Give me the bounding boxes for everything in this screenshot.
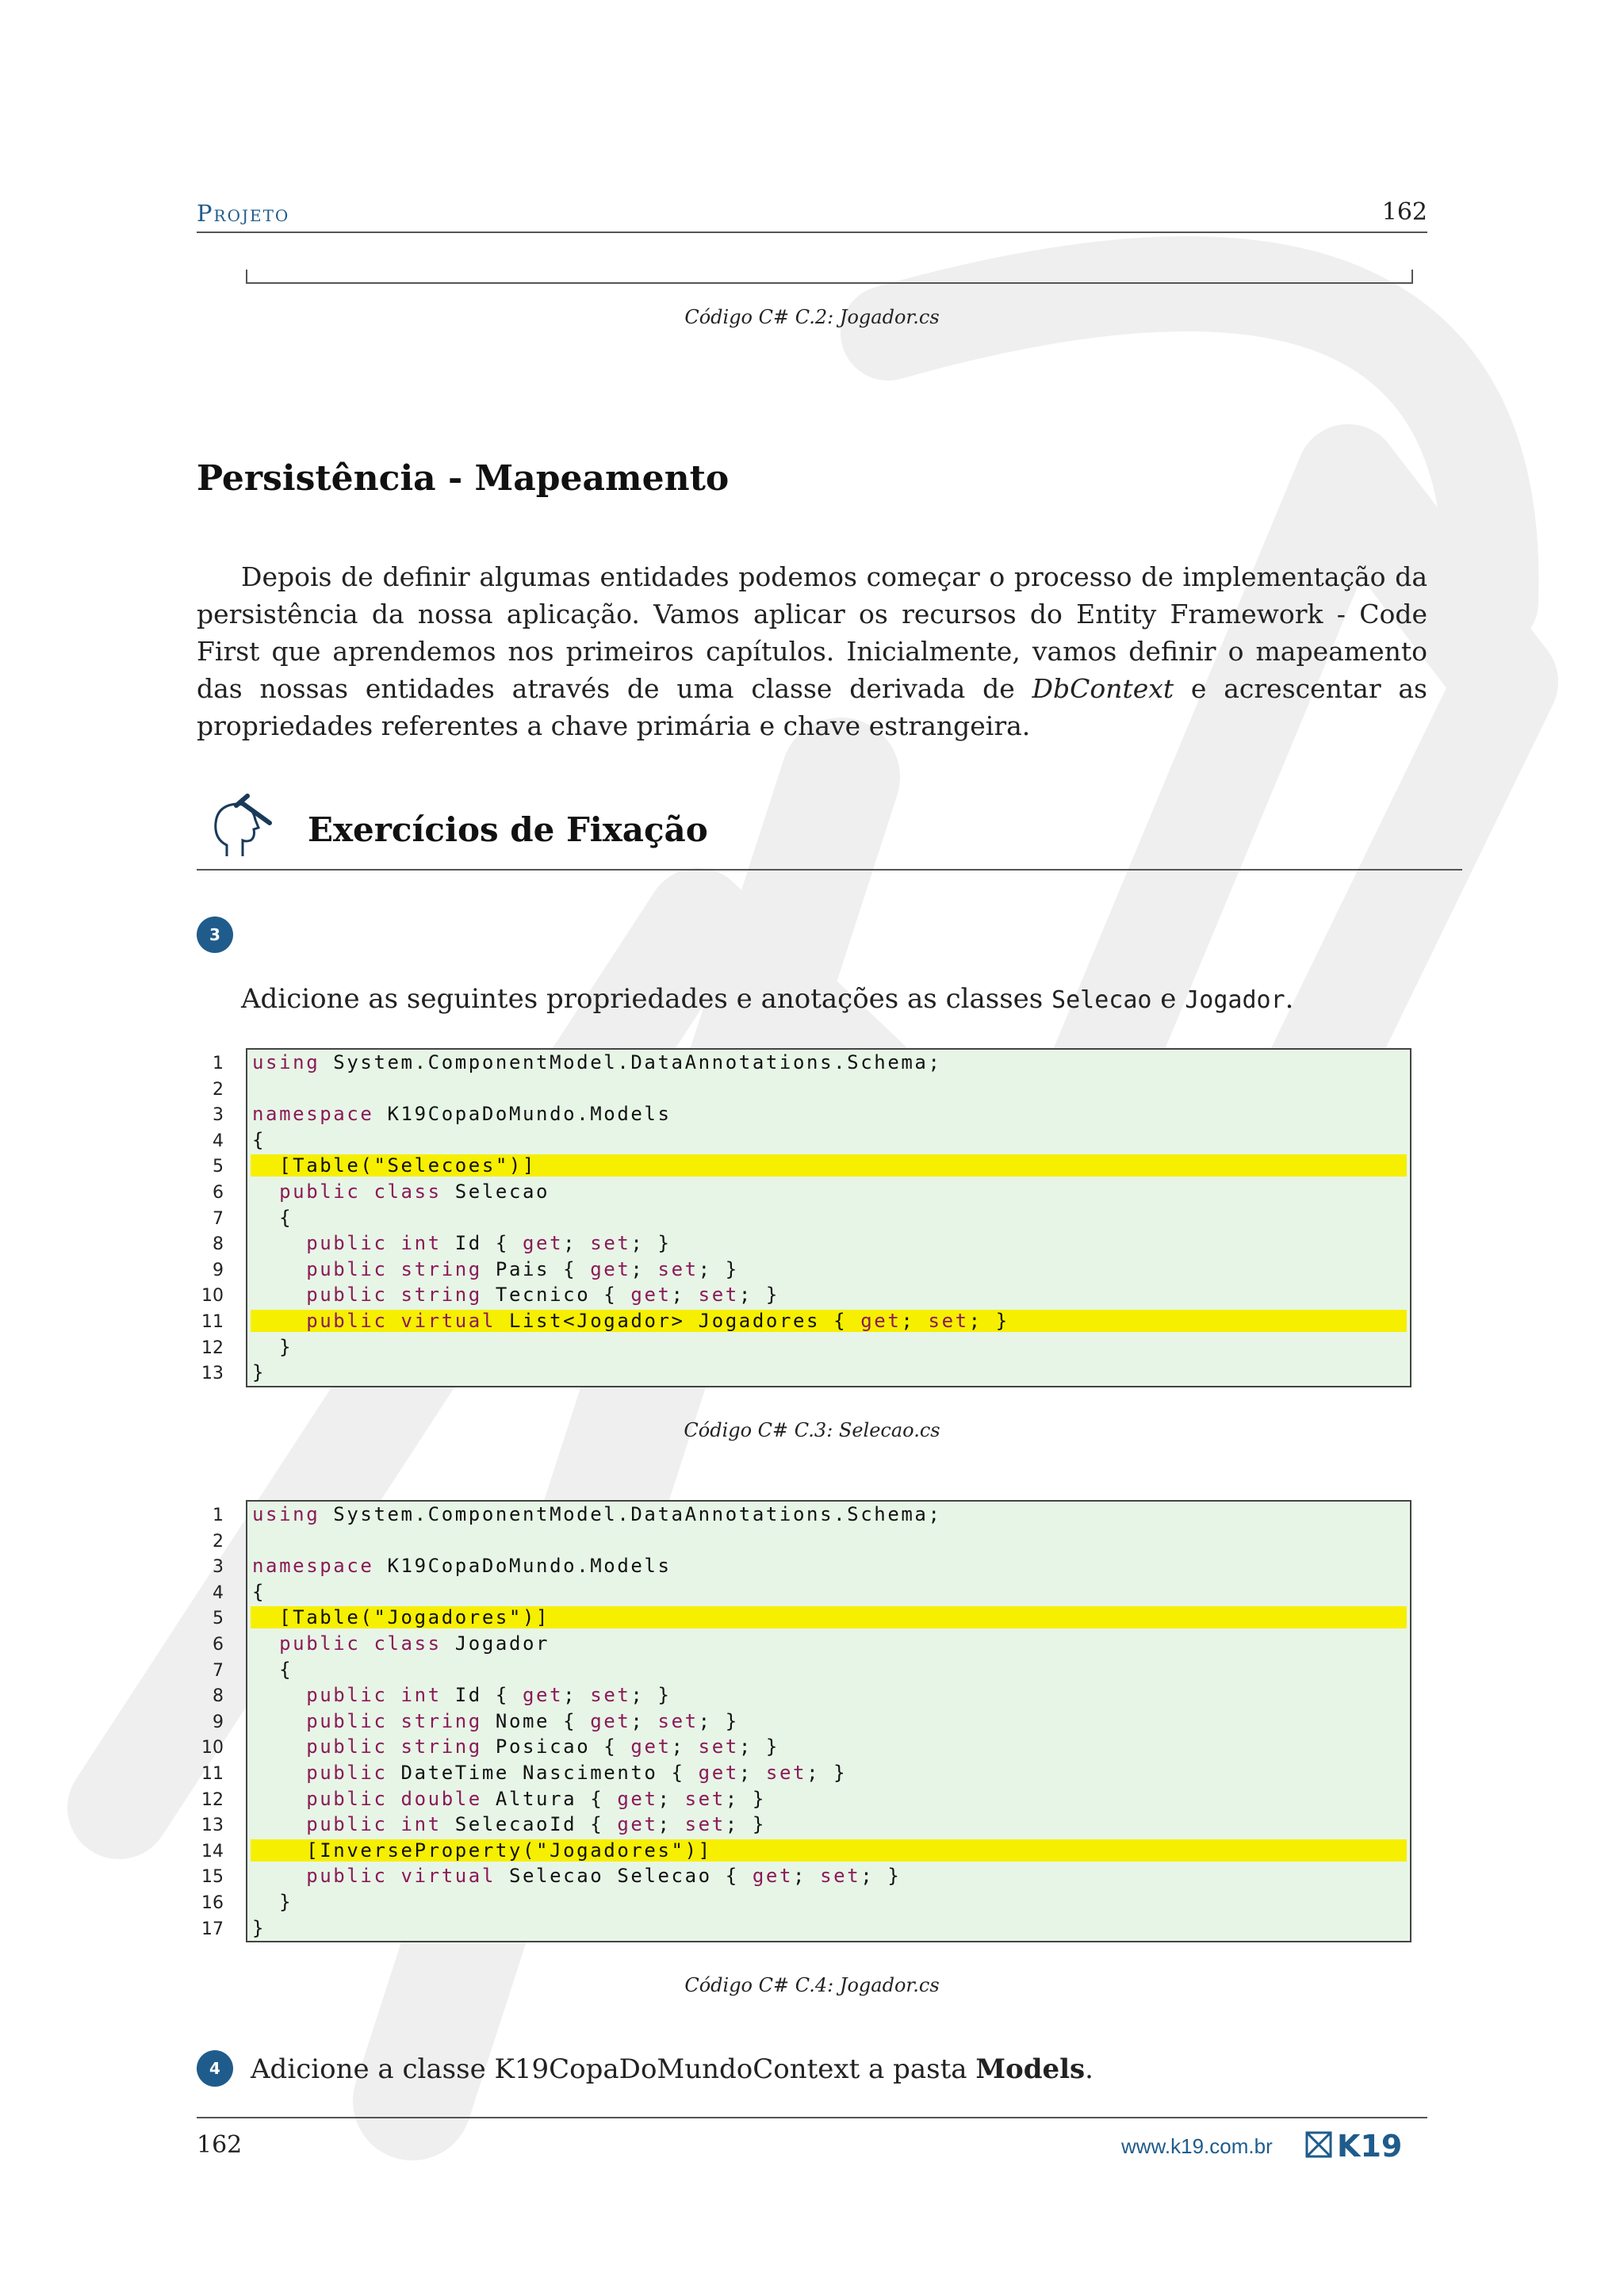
code-token: Posicao { [481, 1735, 631, 1758]
code-selecao-line [213, 1230, 1410, 1257]
code-token: [Table("Selecoes")] [252, 1154, 537, 1177]
code-selecao-line [201, 1360, 1410, 1386]
head-hammer-icon [208, 791, 279, 863]
code-token: ; [563, 1684, 591, 1707]
code-keyword: set [684, 1787, 726, 1810]
line-number: 10 [201, 1286, 224, 1307]
code-token [252, 1232, 306, 1254]
code-token: ; } [738, 1284, 779, 1307]
footer-page-number: 162 [197, 2131, 243, 2159]
code-token [252, 1284, 306, 1306]
code-keyword: set [684, 1813, 726, 1836]
section-title: Persistência - Mapeamento [197, 458, 730, 499]
header-page-number: 162 [1381, 198, 1427, 226]
code-text [251, 1284, 1407, 1306]
running-head: Projeto [197, 200, 290, 227]
code-selecao-line [213, 1153, 1410, 1179]
code-token: { [252, 1580, 266, 1603]
step-4-badge: 4 [197, 2050, 233, 2087]
line-number: 8 [213, 1686, 224, 1707]
code-keyword: public virtual [306, 1309, 496, 1332]
code-text [251, 1606, 1407, 1628]
code-text [251, 1051, 1407, 1073]
code-jogador-line [201, 1889, 1410, 1915]
code-token: List<Jogador> Jogadores { [495, 1309, 861, 1332]
line-number: 3 [213, 1557, 224, 1578]
code-token: } [252, 1916, 266, 1939]
code-selecao-line [201, 1308, 1410, 1334]
code-block-jogador [201, 1500, 1411, 1942]
code-keyword: set [590, 1684, 631, 1707]
code-token [252, 1632, 279, 1655]
code-token: ; [630, 1709, 658, 1732]
code-text [251, 1659, 1407, 1681]
code-keyword: public string [306, 1284, 482, 1307]
code-token: { [252, 1658, 293, 1681]
code-text [251, 1917, 1407, 1939]
code-token: ; [563, 1232, 591, 1255]
code-keyword: get [630, 1284, 672, 1307]
code-token [252, 1710, 306, 1732]
code-text [251, 1129, 1407, 1151]
code-keyword: get [752, 1865, 793, 1888]
code-token: [InverseProperty("Jogadores")] [252, 1839, 712, 1862]
code-text [251, 1077, 1407, 1100]
code-keyword: public string [306, 1257, 482, 1280]
code-token: Pais { [481, 1257, 591, 1280]
code-keyword: get [617, 1813, 658, 1836]
step-4-after: . [1085, 2053, 1094, 2085]
step-3-text-2: e [1151, 983, 1185, 1015]
code-keyword: public virtual [306, 1865, 496, 1888]
code-keyword: set [657, 1709, 699, 1732]
code-token [252, 1865, 306, 1887]
code-token: } [252, 1361, 266, 1384]
code-token: ; [657, 1813, 685, 1836]
code-selecao-line [213, 1179, 1410, 1205]
code-keyword: set [590, 1232, 631, 1255]
code-jogador-line [213, 1553, 1410, 1579]
line-number: 1 [213, 1506, 224, 1525]
footer-rule [197, 2117, 1427, 2118]
logo-text: K19 [1337, 2129, 1403, 2161]
exercises-title: Exercícios de Fixação [308, 810, 708, 849]
line-number: 13 [201, 1364, 224, 1384]
code-text [251, 1154, 1407, 1177]
code-text [251, 1336, 1407, 1358]
code-text [251, 1581, 1407, 1603]
code-token: Altura { [481, 1787, 618, 1810]
code-text [251, 1762, 1407, 1784]
code-text [251, 1310, 1407, 1332]
code-text [251, 1529, 1407, 1552]
code-text [251, 1839, 1407, 1862]
line-number: 14 [201, 1841, 224, 1862]
code-jogador-line [213, 1502, 1410, 1528]
step-3-code-1: Selecao [1051, 986, 1152, 1014]
step-4-instruction [251, 2053, 1094, 2085]
exercises-rule [197, 869, 1462, 871]
line-number: 9 [213, 1260, 224, 1280]
line-number: 4 [213, 1131, 224, 1151]
step-3-badge: 3 [197, 916, 233, 953]
code-text [251, 1684, 1407, 1706]
code-token: ; [793, 1865, 821, 1888]
code-token: ; } [725, 1813, 766, 1836]
code-text [251, 1232, 1407, 1254]
code-jogador-line [213, 1631, 1410, 1657]
code-token: { [252, 1128, 266, 1151]
code-caption-prev: Código C# C.2: Jogador.cs [684, 306, 940, 328]
code-keyword: namespace [252, 1103, 374, 1126]
code-jogador-line [201, 1838, 1410, 1864]
code-caption-jogador: Código C# C.4: Jogador.cs [684, 1974, 940, 1996]
code-jogador-line [213, 1579, 1410, 1605]
code-token: Id { [441, 1684, 523, 1707]
code-text [251, 1103, 1407, 1125]
code-token [252, 1258, 306, 1280]
code-token: Nome { [481, 1709, 591, 1732]
code-keyword: get [698, 1761, 739, 1784]
line-number: 5 [213, 1157, 224, 1177]
code-keyword: public class [279, 1632, 442, 1655]
code-keyword: public double [306, 1787, 482, 1810]
code-jogador-line [201, 1734, 1410, 1760]
intro-paragraph [197, 558, 1427, 744]
code-text [251, 1735, 1407, 1758]
code-token: Selecao [441, 1180, 550, 1203]
code-token: K19CopaDoMundo.Models [373, 1103, 672, 1126]
code-token: K19CopaDoMundo.Models [373, 1555, 672, 1578]
code-token: ; } [725, 1787, 766, 1810]
code-jogador-line [213, 1528, 1410, 1554]
code-token: System.ComponentModel.DataAnnotations.Schema; [320, 1503, 942, 1525]
code-selecao-line [213, 1101, 1410, 1127]
line-number: 6 [213, 1634, 224, 1655]
line-number: 11 [201, 1763, 224, 1784]
code-selecao-line [213, 1076, 1410, 1102]
code-text [251, 1258, 1407, 1280]
code-jogador-line [201, 1812, 1410, 1838]
code-token: ; } [630, 1684, 672, 1707]
code-text [251, 1207, 1407, 1229]
intro-text-1: Depois de definir algumas entidades podemos começar o processo de implementação da persistência da nossa aplicação. Vamos aplicar os recursos do Entity Framework - Code First que aprendemos nos primeiros capítulos. Inicialmente, vamos definir o mapeamento das nossas entidades através de uma classe derivada de [197, 561, 1427, 704]
code-token: ; } [806, 1761, 848, 1784]
code-keyword: public int [306, 1232, 442, 1255]
code-keyword: get [523, 1232, 564, 1255]
line-number: 11 [201, 1311, 224, 1332]
code-token: ; } [738, 1735, 779, 1758]
line-number: 1 [213, 1054, 224, 1073]
step-3-instruction [241, 983, 1293, 1015]
intro-emphasis: DbContext [1032, 673, 1174, 704]
code-selecao-line [201, 1282, 1410, 1308]
code-block-selecao [201, 1048, 1411, 1387]
code-token: { [252, 1206, 293, 1229]
code-token: ; [630, 1257, 658, 1280]
line-number: 13 [201, 1816, 224, 1836]
code-keyword: set [698, 1284, 739, 1307]
code-token [252, 1735, 306, 1758]
line-number: 15 [201, 1867, 224, 1888]
code-selecao-line [213, 1205, 1410, 1231]
code-token: DateTime Nascimento { [387, 1761, 699, 1784]
line-number: 17 [201, 1919, 224, 1939]
previous-code-box-end [246, 270, 1413, 284]
line-number: 3 [213, 1105, 224, 1126]
line-number: 10 [201, 1738, 224, 1758]
code-text [251, 1710, 1407, 1732]
code-token: [Table("Jogadores")] [252, 1606, 550, 1629]
code-keyword: get [523, 1684, 564, 1707]
code-text [251, 1555, 1407, 1577]
footer-url: www.k19.com.br [1121, 2134, 1273, 2158]
code-keyword: public int [306, 1684, 442, 1707]
code-token: ; } [698, 1257, 739, 1280]
code-jogador-line [201, 1786, 1410, 1812]
intro-text-2: e acrescentar as propriedades referentes a chave primária e chave estrangeira. [197, 673, 1427, 741]
code-token [252, 1788, 306, 1810]
code-keyword: public string [306, 1735, 482, 1758]
code-token: ; } [968, 1309, 1009, 1332]
line-number: 12 [201, 1789, 224, 1810]
code-jogador-line [213, 1682, 1410, 1709]
code-jogador-line [213, 1657, 1410, 1683]
code-token: Tecnico { [481, 1284, 631, 1307]
line-number: 5 [213, 1609, 224, 1629]
code-token: SelecaoId { [441, 1813, 618, 1836]
line-number: 7 [213, 1660, 224, 1681]
code-keyword: get [590, 1257, 631, 1280]
step-3-text-1: Adicione as seguintes propriedades e anotações as classes [241, 983, 1052, 1015]
line-number: 12 [201, 1337, 224, 1358]
code-keyword: set [820, 1865, 861, 1888]
code-keyword: public string [306, 1709, 482, 1732]
code-token: ; [671, 1284, 699, 1307]
code-jogador-line [201, 1863, 1410, 1889]
line-number: 4 [213, 1582, 224, 1603]
step-3-code-2: Jogador [1185, 986, 1285, 1014]
k19-logo [1305, 2128, 1427, 2161]
code-token: System.ComponentModel.DataAnnotations.Schema; [320, 1051, 942, 1073]
code-token: } [252, 1335, 293, 1358]
code-keyword: namespace [252, 1555, 374, 1578]
code-selecao-line [201, 1334, 1410, 1360]
page-header [197, 198, 1427, 233]
code-keyword: get [617, 1787, 658, 1810]
code-keyword: using [252, 1051, 320, 1073]
code-text [251, 1632, 1407, 1655]
code-token: ; } [630, 1232, 672, 1255]
code-text [251, 1788, 1407, 1810]
code-keyword: public int [306, 1813, 442, 1836]
code-keyword: get [590, 1709, 631, 1732]
code-token: ; [901, 1309, 929, 1332]
code-token: ; [671, 1735, 699, 1758]
code-selecao-line [213, 1050, 1410, 1076]
code-keyword: public class [279, 1180, 442, 1203]
code-token: ; } [698, 1709, 739, 1732]
code-keyword: get [860, 1309, 902, 1332]
code-jogador-line [213, 1709, 1410, 1735]
line-number: 6 [213, 1182, 224, 1203]
line-number: 8 [213, 1234, 224, 1255]
step-3-text-3: . [1285, 983, 1294, 1015]
code-token: Selecao Selecao { [495, 1865, 753, 1888]
step-4-bold: Models [975, 2053, 1086, 2085]
line-number: 7 [213, 1208, 224, 1229]
code-token: ; [657, 1787, 685, 1810]
code-keyword: set [657, 1257, 699, 1280]
code-caption-selecao: Código C# C.3: Selecao.cs [684, 1419, 940, 1441]
code-token [252, 1684, 306, 1706]
code-selecao-line [213, 1257, 1410, 1283]
line-number: 2 [213, 1531, 224, 1552]
code-token: ; } [860, 1865, 902, 1888]
line-number: 2 [213, 1079, 224, 1100]
code-keyword: using [252, 1503, 320, 1525]
code-selecao-line [213, 1127, 1410, 1154]
code-keyword: set [698, 1735, 739, 1758]
code-text [251, 1891, 1407, 1913]
code-jogador-line [201, 1915, 1410, 1942]
code-keyword: public [306, 1761, 388, 1784]
code-text [251, 1813, 1407, 1835]
line-number: 9 [213, 1712, 224, 1732]
line-number: 16 [201, 1892, 224, 1913]
code-token: Jogador [441, 1632, 550, 1655]
code-text [251, 1361, 1407, 1383]
code-text [251, 1865, 1407, 1887]
code-text [251, 1181, 1407, 1203]
code-jogador-line [201, 1760, 1410, 1786]
code-token [252, 1181, 279, 1203]
step-4-text: Adicione a classe K19CopaDoMundoContext a pasta [251, 2053, 976, 2085]
code-token: } [252, 1890, 293, 1913]
code-text [251, 1503, 1407, 1525]
code-token [252, 1813, 306, 1835]
code-keyword: set [765, 1761, 807, 1784]
code-token: ; [738, 1761, 766, 1784]
code-token: Id { [441, 1232, 523, 1255]
code-token [252, 1762, 306, 1784]
code-jogador-line [213, 1605, 1410, 1631]
code-keyword: set [928, 1309, 969, 1332]
code-keyword: get [630, 1735, 672, 1758]
code-token [252, 1310, 306, 1332]
